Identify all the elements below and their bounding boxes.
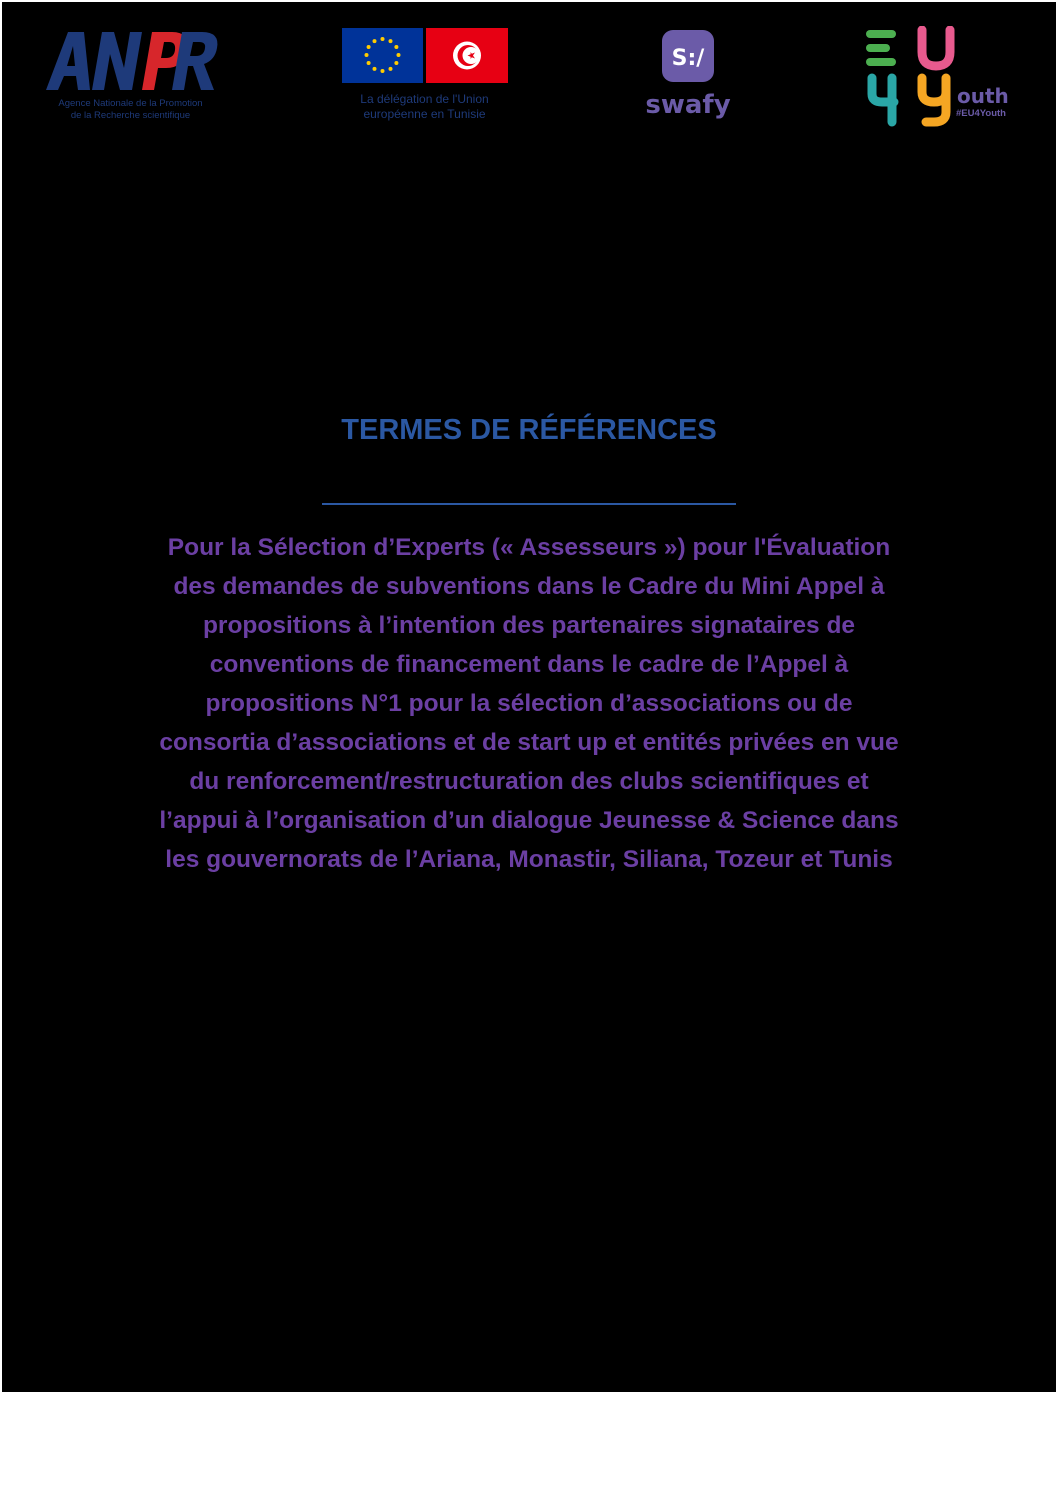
subtitle-line: propositions à l’intention des partenaires signataires de [202,612,856,639]
eu-caption-line: européenne en Tunisie [363,107,486,121]
eu-caption-line: La délégation de l'Union [360,92,489,106]
swafy-logo [636,28,740,128]
anpr-wordmark-graphic [38,26,223,98]
eu-delegation-logo [342,28,512,128]
anpr-caption [38,98,223,122]
subtitle-line: du renforcement/restructuration des clubs scientifiques et [189,768,869,795]
anpr-caption-line: de la Recherche scientifique [70,110,191,121]
subtitle-line: Pour la Sélection d’Experts (« Assesseurs ») pour l'Évaluation [167,534,891,561]
anpr-caption-line: Agence Nationale de la Promotion [58,98,203,109]
title-underline-divider [322,503,736,505]
swafy-mark-icon [636,28,740,86]
eu-caption [342,92,507,122]
eu4youth-logo [864,26,1029,131]
swafy-wordmark: swafy [645,90,731,120]
eu4youth-youth-word: outh [957,84,1009,108]
eu-tunisia-flags-icon [342,28,508,84]
subtitle-line: propositions N°1 pour la sélection d’associations ou de [205,690,853,717]
anpr-logo [38,26,223,126]
subtitle-line: consortia d’associations et de start up et entités privées en vue [159,729,899,756]
subtitle-line: l’appui à l’organisation d’un dialogue Jeunesse & Science dans [159,807,899,834]
swafy-mark-text: S:/ [671,46,705,71]
subtitle-line: conventions de financement dans le cadre de l’Appel à [209,651,849,678]
document-subtitle [80,528,978,879]
subtitle-line: des demandes de subventions dans le Cadre du Mini Appel à [173,573,885,600]
subtitle-line: les gouvernorats de l’Ariana, Monastir, Siliana, Tozeur et Tunis [165,846,893,873]
document-title: TERMES DE RÉFÉRENCES [341,414,717,446]
eu4youth-hashtag: #EU4Youth [956,108,1006,119]
